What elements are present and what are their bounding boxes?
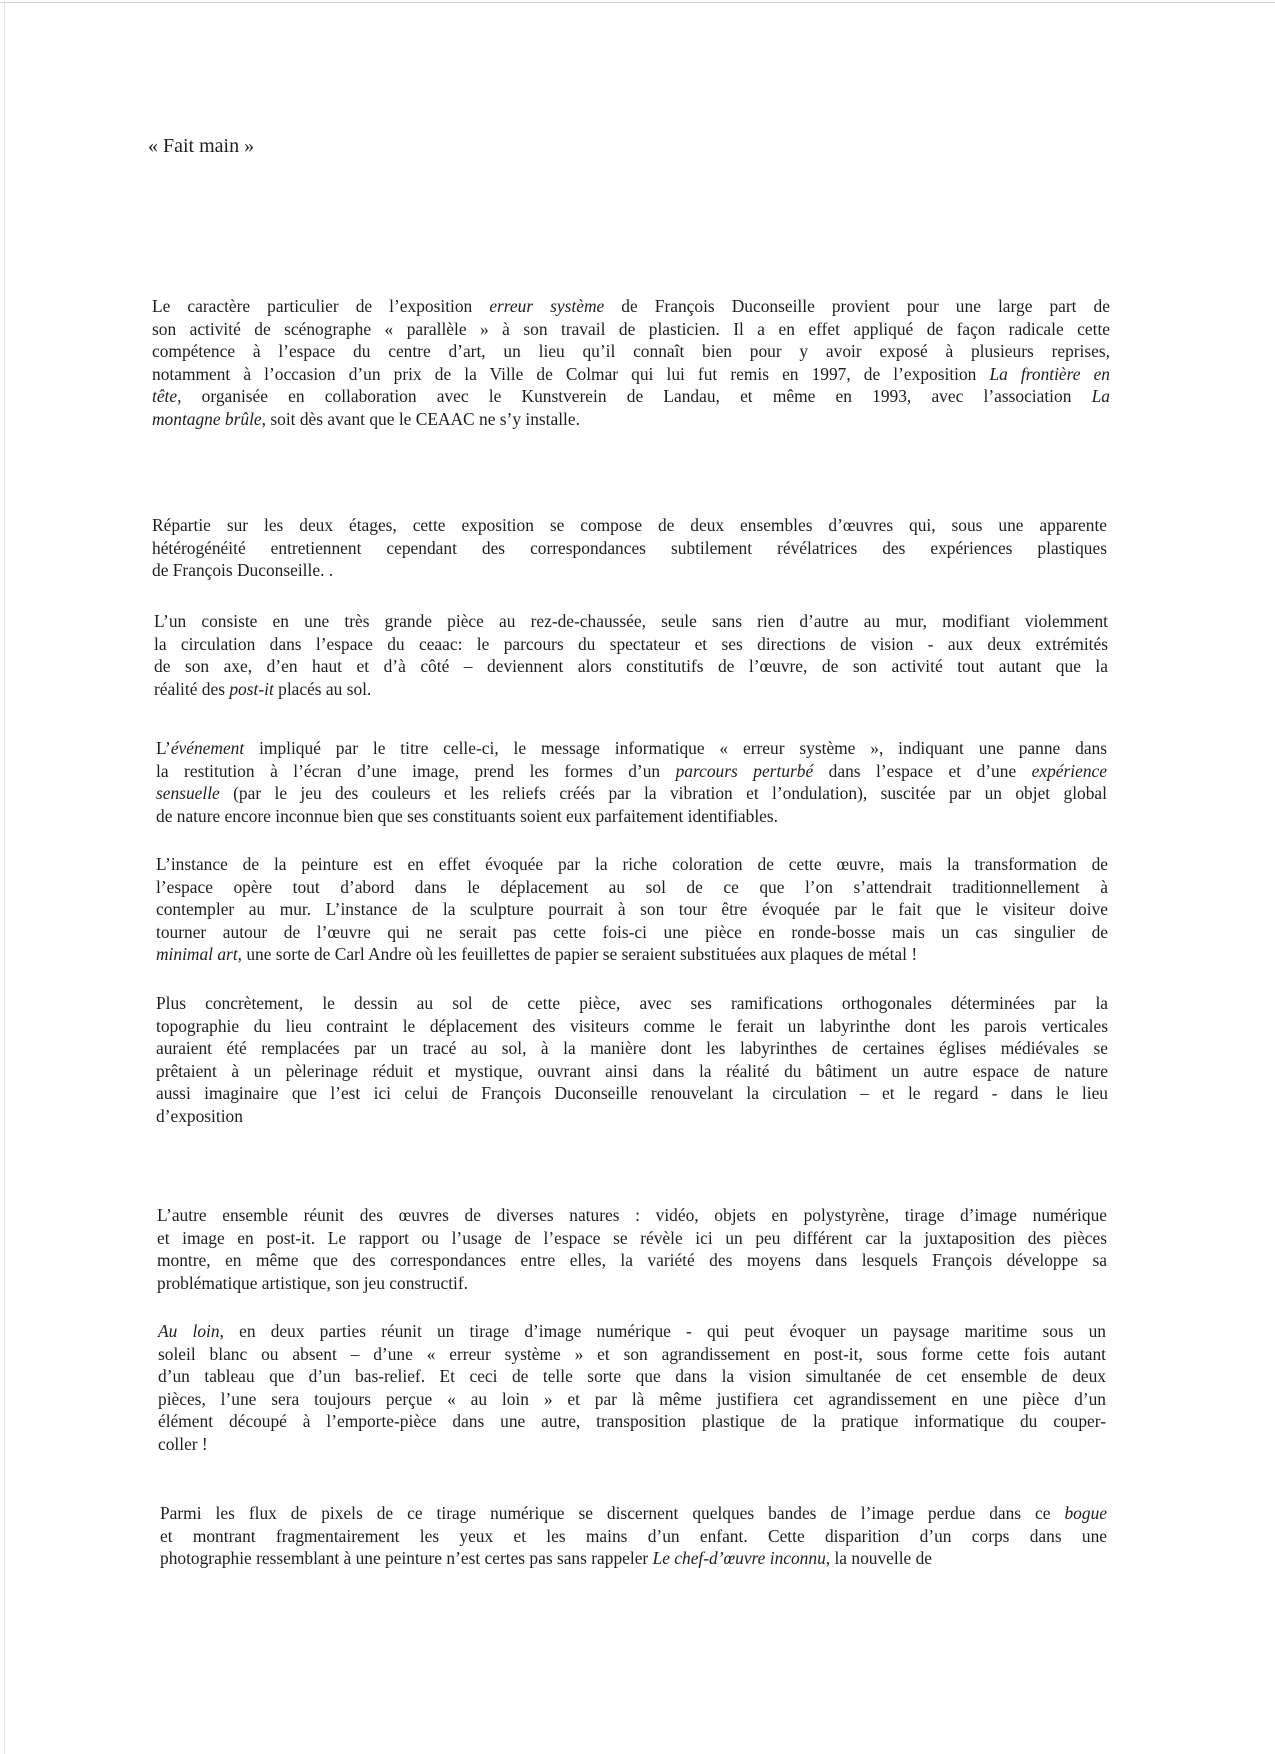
- document-title: « Fait main »: [148, 135, 255, 157]
- text-run: compétence à l’espace du centre d’art, un lieu qu’il connaît bien pour y avoir exposé à plusieurs reprises,: [152, 341, 1110, 361]
- text-run: , la nouvelle de: [825, 1548, 933, 1568]
- text-run: de son axe, d’en haut et d’à côté – deviennent alors constitutifs de l’œuvre, de son activité tout autant que la: [154, 656, 1108, 676]
- text-run: topographie du lieu contraint le déplacement des visiteurs comme le ferait un labyrinthe dont les parois verticales: [156, 1015, 1108, 1036]
- text-line: [156, 1037, 1108, 1060]
- text-run: hétérogénéité entretiennent cependant des correspondances subtilement révélatrices des expériences plastiques: [152, 537, 1107, 558]
- paragraph-7: [157, 1204, 1107, 1294]
- text-line: [160, 1525, 1107, 1548]
- text-run: la circulation dans l’espace du ceaac: le parcours du spectateur et ses directions de vision - aux deux extrémités: [154, 633, 1108, 654]
- text-line: [152, 537, 1107, 560]
- text-run: soleil blanc ou absent – d’une « erreur système » et son agrandissement en post-it, sous forme cette fois autant: [158, 1343, 1106, 1364]
- text-line: [158, 1410, 1106, 1433]
- text-run: aussi imaginaire que l’est ici celui de François Duconseille renouvelant la circulation – et le regard - dans le lieu: [156, 1083, 1108, 1103]
- text-run: montre, en même que des correspondances entre elles, la variété des moyens dans lesquels François développe sa: [157, 1250, 1107, 1270]
- text-line: [157, 1249, 1107, 1272]
- text-run: notamment à l’occasion d’un prix de la Ville de Colmar qui lui fut remis en 1997, de l’exposition: [152, 363, 990, 384]
- text-run: impliqué par le titre celle-ci, le message informatique « erreur système », indiquant une panne dans: [244, 738, 1107, 758]
- text-line: [154, 633, 1108, 656]
- text-line: [156, 1060, 1108, 1083]
- scan-edge-left: [4, 0, 5, 1754]
- paragraph-9: [160, 1502, 1107, 1570]
- paragraph-6: [156, 992, 1108, 1127]
- text-run: coller !: [158, 1433, 208, 1454]
- paragraph-3: [154, 610, 1108, 700]
- paragraph-8: [158, 1320, 1106, 1455]
- text-run: dans l’espace et d’une: [813, 760, 1032, 781]
- text-run: tourner autour de l’œuvre qui ne serait pas cette fois-ci une pièce en ronde-bosse mais un cas singulier de: [156, 921, 1108, 942]
- text-run: , organisée en collaboration avec le Kunstverein de Landau, et même en 1993, avec l’association: [177, 386, 1092, 406]
- italic-text: expérience: [1031, 760, 1107, 781]
- text-line: [156, 921, 1108, 944]
- text-line: [152, 318, 1110, 341]
- text-run: , une sorte de Carl Andre où les feuillettes de papier se seraient substituées aux plaques de métal !: [237, 944, 918, 964]
- italic-text: montagne brûle: [152, 408, 262, 429]
- text-run: de François Duconseille provient pour une large part de: [604, 296, 1110, 316]
- scan-edge-top: [0, 2, 1275, 3]
- text-run: de François Duconseille. .: [152, 560, 334, 580]
- text-run: et montrant fragmentairement les yeux et les mains d’un enfant. Cette disparition d’un corps dans une: [160, 1525, 1107, 1546]
- italic-text: bogue: [1064, 1503, 1107, 1523]
- text-run: la restitution à l’écran d’une image, prend les formes d’un: [156, 760, 676, 781]
- text-run: L’autre ensemble réunit des œuvres de diverses natures : vidéo, objets en polystyrène, tirage d’image numérique: [157, 1205, 1107, 1225]
- text-line: [152, 559, 1107, 582]
- text-run: et image en post-it. Le rapport ou l’usage de l’espace se révèle ici un peu différent car la juxtaposition des pièces: [157, 1227, 1107, 1248]
- paragraph-2: [152, 514, 1107, 582]
- text-line: [152, 408, 1110, 431]
- text-run: élément découpé à l’emporte-pièce dans une autre, transposition plastique de la pratique informatique du couper-: [158, 1411, 1106, 1431]
- text-line: [156, 1015, 1108, 1038]
- text-run: contempler au mur. L’instance de la sculpture pourrait à son tour être évoquée par le fait que le visiteur doive: [156, 899, 1108, 919]
- text-line: [158, 1365, 1106, 1388]
- text-run: prêtaient à un pèlerinage réduit et mystique, ouvrant ainsi dans la réalité du bâtiment un autre espace de nature: [156, 1060, 1108, 1081]
- text-line: [156, 737, 1107, 760]
- text-line: [156, 805, 1107, 828]
- text-line: [157, 1204, 1107, 1227]
- text-run: L’: [156, 738, 171, 758]
- text-run: son activité de scénographe « parallèle » à son travail de plasticien. Il a en effet appliqué de façon radicale cette: [152, 318, 1110, 339]
- italic-text: La: [1091, 386, 1110, 406]
- text-line: [158, 1320, 1106, 1343]
- text-run: photographie ressemblant à une peinture n’est certes pas sans rappeler: [160, 1548, 653, 1568]
- text-line: [158, 1433, 1106, 1456]
- text-line: [154, 610, 1108, 633]
- text-run: réalité des: [154, 678, 230, 699]
- text-run: , soit dès avant que le CEAAC ne s’y installe.: [261, 408, 580, 429]
- text-line: [152, 385, 1110, 408]
- text-run: pièces, l’une sera toujours perçue « au loin » et par là même justifiera cet agrandissement en une pièce d’un: [158, 1388, 1106, 1409]
- text-run: Parmi les flux de pixels de ce tirage numérique se discernent quelques bandes de l’image perdue dans ce: [160, 1503, 1065, 1523]
- text-run: d’un tableau que d’un bas-relief. Et ceci de telle sorte que dans la vision simultanée de cet ensemble de deux: [158, 1366, 1106, 1386]
- text-line: [156, 782, 1107, 805]
- text-line: [156, 992, 1108, 1015]
- italic-text: Le chef-d’œuvre inconnu: [652, 1548, 826, 1568]
- paragraph-1: [152, 295, 1110, 430]
- text-line: [156, 760, 1107, 783]
- text-line: [156, 1105, 1108, 1128]
- text-run: Plus concrètement, le dessin au sol de cette pièce, avec ses ramifications orthogonales déterminées par la: [156, 993, 1108, 1013]
- text-run: auraient été remplacées par un tracé au sol, à la manière dont les labyrinthes de certaines églises médiévales se: [156, 1038, 1108, 1058]
- text-run: Le caractère particulier de l’exposition: [152, 296, 490, 316]
- text-line: [152, 514, 1107, 537]
- italic-text: La frontière en: [989, 363, 1110, 384]
- text-line: [158, 1388, 1106, 1411]
- text-run: problématique artistique, son jeu constructif.: [157, 1272, 469, 1293]
- text-line: [154, 678, 1108, 701]
- text-line: [152, 295, 1110, 318]
- paragraph-5: [156, 853, 1108, 966]
- text-run: (par le jeu des couleurs et les reliefs créés par la vibration et l’ondulation), suscitée par un objet global: [219, 783, 1107, 803]
- text-line: [160, 1547, 1107, 1570]
- text-line: [156, 943, 1108, 966]
- text-run: d’exposition: [156, 1105, 243, 1126]
- text-line: [160, 1502, 1107, 1525]
- text-run: L’un consiste en une très grande pièce au rez-de-chaussée, seule sans rien d’autre au mur, modifiant violemment: [154, 611, 1108, 631]
- paragraph-4: [156, 737, 1107, 827]
- text-run: placés au sol.: [273, 678, 372, 699]
- italic-text: événement: [170, 738, 245, 758]
- italic-text: minimal art: [156, 944, 238, 964]
- text-line: [156, 898, 1108, 921]
- text-run: l’espace opère tout d’abord dans le déplacement au sol de ce que l’on s’attendrait traditionnellement à: [156, 876, 1108, 897]
- italic-text: parcours perturbé: [675, 760, 814, 781]
- text-line: [157, 1227, 1107, 1250]
- text-run: Répartie sur les deux étages, cette exposition se compose de deux ensembles d’œuvres qui, sous une apparente: [152, 515, 1107, 535]
- text-line: [157, 1272, 1107, 1295]
- text-line: [156, 1082, 1108, 1105]
- text-run: , en deux parties réunit un tirage d’image numérique - qui peut évoquer un paysage maritime sous un: [219, 1321, 1106, 1341]
- text-line: [156, 853, 1108, 876]
- text-line: [152, 340, 1110, 363]
- italic-text: sensuelle: [156, 783, 220, 803]
- text-run: de nature encore inconnue bien que ses constituants soient eux parfaitement identifiables.: [156, 805, 778, 826]
- italic-text: Au loin: [158, 1321, 220, 1341]
- text-line: [152, 363, 1110, 386]
- italic-text: tête: [152, 386, 178, 406]
- text-run: L’instance de la peinture est en effet évoquée par la riche coloration de cette œuvre, mais la transformation de: [156, 854, 1108, 874]
- text-line: [156, 876, 1108, 899]
- italic-text: post-it: [229, 678, 274, 699]
- text-line: [158, 1343, 1106, 1366]
- italic-text: erreur système: [489, 296, 605, 316]
- text-line: [154, 655, 1108, 678]
